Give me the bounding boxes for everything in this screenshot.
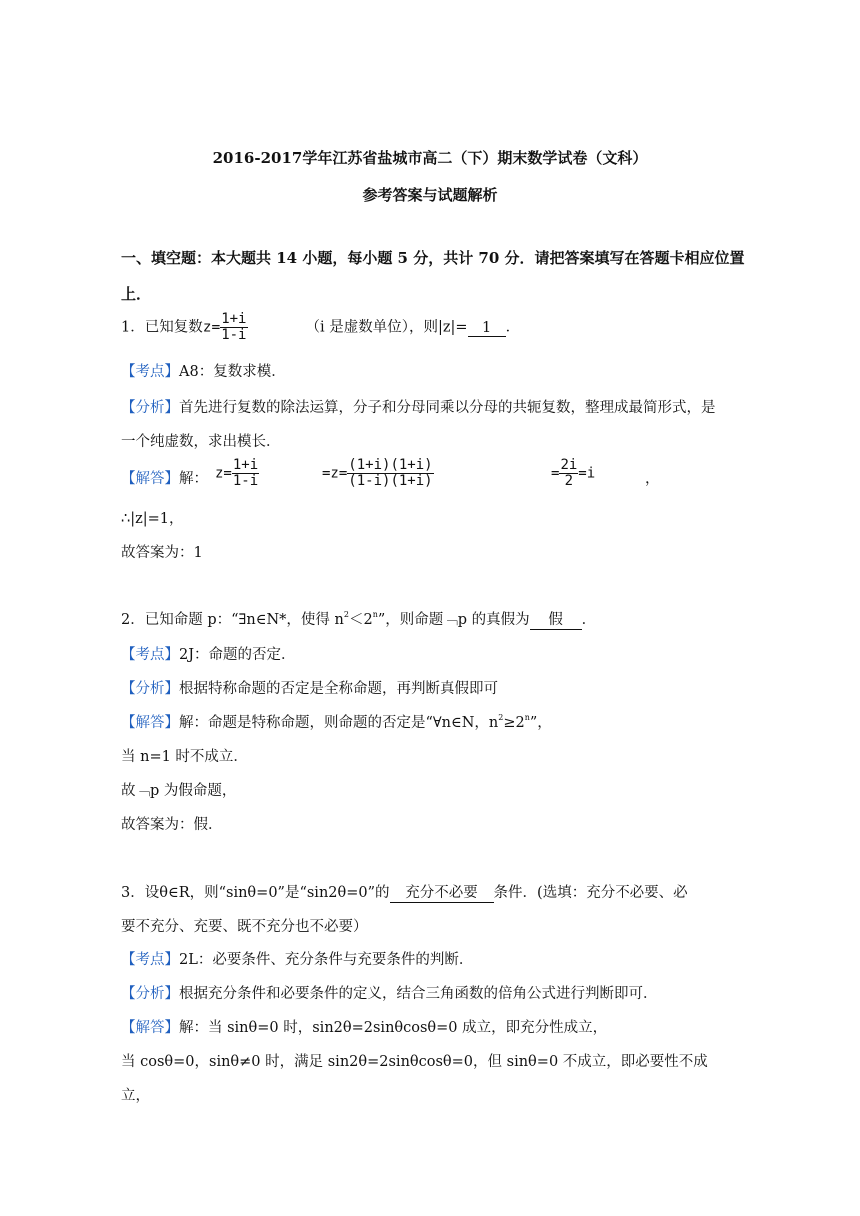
jieda-tag: 【解答】	[121, 715, 179, 731]
q2-jieda-mid: ≥2	[503, 715, 525, 731]
q3-prefix: 3．设θ∈R，则“sinθ=0”是“sin2θ=0”的	[121, 885, 390, 901]
eq3-num: 2i	[560, 457, 578, 473]
q3-fenxi-text: 根据充分条件和必要条件的定义，结合三角函数的倍角公式进行判断即可．	[179, 986, 658, 1002]
q2-answer-line: 故答案为：假．	[121, 817, 223, 833]
q1-frac-num: 1+i	[221, 311, 247, 327]
q2-kaodian	[121, 643, 296, 664]
eq3-post: =i	[578, 465, 596, 482]
q1-jieda	[121, 467, 208, 488]
question-2	[121, 608, 596, 630]
eq3-den: 2	[564, 473, 574, 489]
q3-answer-blank: 充分不必要	[390, 881, 494, 903]
q1-answer-blank: 1	[468, 320, 506, 337]
q2-line-b: 故﹁p 为假命题，	[121, 783, 237, 799]
q2-fenxi	[121, 677, 498, 698]
q1-middle: （i 是虚数单位），则|z|=	[305, 319, 468, 336]
eq1-fraction	[232, 458, 259, 489]
q2-sup2: n	[372, 610, 378, 619]
q2-kaodian-text: 2J：命题的否定．	[179, 647, 296, 663]
eq2-num: (1+i)(1+i)	[348, 457, 433, 473]
q2-mid: ＜2	[348, 612, 373, 628]
jieda-tag: 【解答】	[121, 1020, 179, 1036]
q3-line2: 要不充分、充要、既不充分也不必要）	[121, 919, 368, 935]
q3-fenxi	[121, 982, 658, 1003]
eq1-z: z=	[215, 465, 232, 482]
q2-jsup2: n	[524, 713, 530, 722]
q3-kaodian	[121, 948, 473, 969]
section-heading-cont: 上．	[121, 285, 152, 303]
q1-equation-1	[215, 458, 259, 489]
page-title: 2016-2017学年江苏省盐城市高二（下）期末数学试卷（文科）	[212, 149, 648, 167]
q1-fraction	[220, 312, 247, 343]
fenxi-tag: 【分析】	[121, 400, 179, 416]
q3-kaodian-text: 2L：必要条件、充分条件与充要条件的判断．	[179, 952, 474, 968]
eq1-den: 1-i	[232, 473, 259, 489]
section-heading: 一、填空题：本大题共 14 小题，每小题 5 分，共计 70 分．请把答案填写在答题卡相应位置	[121, 249, 745, 267]
q1-z: z=	[202, 319, 221, 336]
question-3	[121, 881, 688, 903]
q1-end: ．	[505, 319, 521, 336]
q2-line-a: 当 n=1 时不成立．	[121, 749, 248, 765]
q1-eq-comma: ，	[645, 471, 660, 487]
page-subtitle: 参考答案与试题解析	[362, 186, 498, 204]
q1-fenxi-cont: 一个纯虚数，求出模长．	[121, 434, 281, 450]
q1-equation-2	[322, 458, 434, 489]
q3-jieda-text: 解：当 sinθ=0 时，sin2θ=2sinθcosθ=0 成立，即充分性成立，	[179, 1020, 608, 1036]
q2-fenxi-text: 根据特称命题的否定是全称命题，再判断真假即可	[179, 681, 498, 697]
fenxi-tag: 【分析】	[121, 681, 179, 697]
eq2-den: (1-i)(1+i)	[348, 473, 433, 489]
q2-answer-blank: 假	[530, 608, 582, 630]
eq3-fraction	[559, 458, 578, 489]
eq2-fraction	[347, 458, 433, 489]
q2-after: ”，则命题﹁p 的真假为	[377, 612, 530, 628]
q1-equation-3	[551, 458, 595, 489]
q1-fenxi-text: 首先进行复数的除法运算，分子和分母同乘以分母的共轭复数，整理成最简形式，是	[179, 400, 716, 416]
kaodian-tag: 【考点】	[121, 952, 179, 968]
q3-after: 条件．(选填：充分不必要、必	[493, 885, 688, 901]
q3-jieda	[121, 1016, 607, 1037]
q1-jieda-text: 解：	[179, 471, 208, 487]
q2-jieda	[121, 711, 552, 732]
q2-prefix: 2．已知命题 p：“∃n∈N*，使得 n	[121, 612, 344, 628]
q1-answer-line: 故答案为：1	[121, 545, 203, 561]
q1-prefix: 1．已知复数	[121, 319, 203, 336]
q1-frac-den: 1-i	[221, 327, 247, 343]
eq3-pre: =	[551, 465, 560, 482]
q3-line-a: 当 cosθ=0，sinθ≠0 时，满足 sin2θ=2sinθcosθ=0，但 sinθ=0 不成立，即必要性不成	[121, 1054, 708, 1070]
q2-jsup1: 2	[498, 713, 504, 722]
fenxi-tag: 【分析】	[121, 986, 179, 1002]
q2-end: ．	[581, 612, 597, 628]
q1-kaodian	[121, 360, 286, 381]
kaodian-tag: 【考点】	[121, 647, 179, 663]
q2-sup1: 2	[343, 610, 349, 619]
jieda-tag: 【解答】	[121, 471, 179, 487]
q1-kaodian-text: A8：复数求模．	[179, 364, 286, 380]
eq2-pre: =z=	[322, 465, 348, 482]
question-1	[121, 312, 520, 343]
kaodian-tag: 【考点】	[121, 364, 179, 380]
q2-jieda-end: ”，	[529, 715, 552, 731]
q3-line-b: 立，	[121, 1088, 150, 1104]
eq1-num: 1+i	[232, 457, 259, 473]
q1-fenxi	[121, 396, 716, 417]
q2-jieda-pre: 解：命题是特称命题，则命题的否定是“∀n∈N，n	[179, 715, 499, 731]
q1-therefore: ∴|z|=1，	[121, 511, 184, 527]
